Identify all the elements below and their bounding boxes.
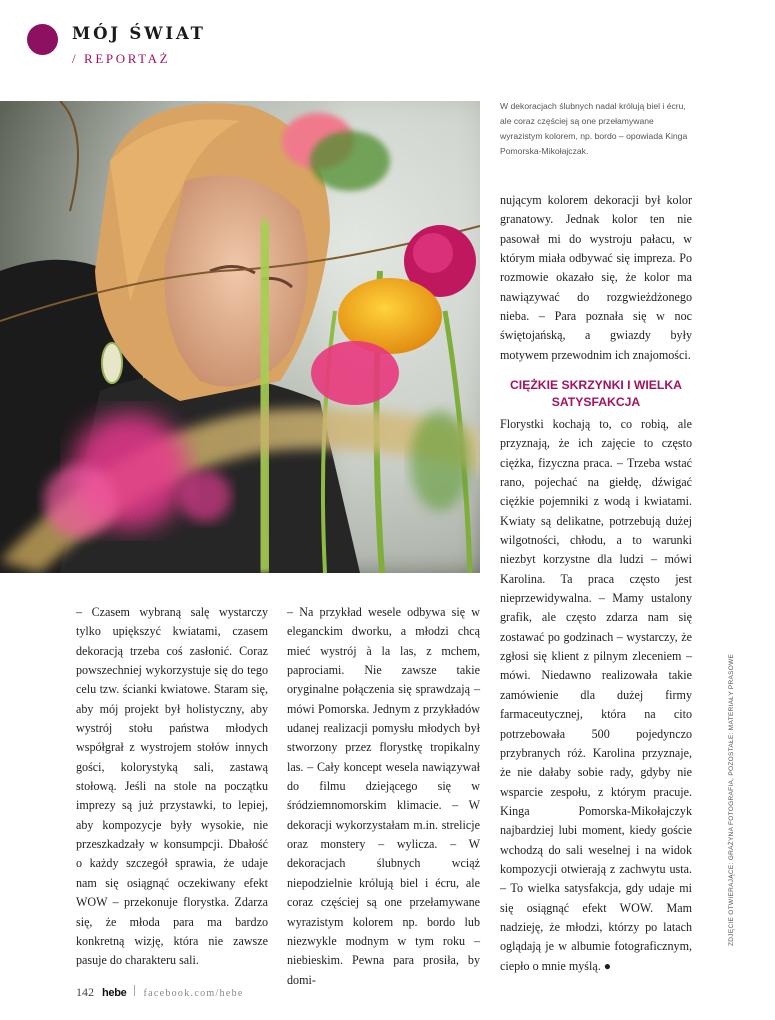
section-marker-dot bbox=[27, 24, 58, 55]
article-column-3-top: nującym kolorem dekoracji był kolor granatowy. Jednak kolor ten nie pasował mi do wystroju pałacu, w którym miała odbywać się impreza. Po rozmowie okazało się, że kolor ma nawiązywać do rozgwieżdżonego nieba. – Para poznała się w noc świętojańską, a gwiazdy były motywem przewodnim ich znajomości. bbox=[500, 193, 692, 362]
page-footer bbox=[76, 985, 244, 1000]
article-column-1: – Czasem wybraną salę wystarczy tylko upiększyć kwiatami, czasem dekoracją trzeba coś zasłonić. Coraz powszechniej wykorzystuje się do tego celu tzw. ścianki kwiatowe. Staram się, aby mój projekt był holistyczny, aby wystrój stołu państwa młodych współgrał z wystrojem stołów innych gości, kolorystyką sali, zastawą stołową. Jeśli na stole na początku imprezy są już przystawki, to lepiej, aby kompozycje były wysokie, nie przeszkadzały w konsumpcji. Dbałość o każdy szczegół sprawia, że udaje nam się osiągnąć oczekiwany efekt WOW – przekonuje florystka. Zdarza się, że młoda para ma bardzo konkretną wizję, która nie zawsze pasuje do charakteru sali. bbox=[76, 605, 268, 968]
footer-url: facebook.com/hebe bbox=[143, 988, 244, 999]
section-subtitle: / REPORTAŻ bbox=[72, 51, 171, 66]
page-number: 142 bbox=[76, 985, 94, 999]
section-heading: CIĘŻKIE SKRZYNKI I WIELKA SATYSFAKCJA bbox=[510, 378, 682, 409]
article-photo bbox=[0, 101, 480, 573]
photo-credit: ZDJĘCIE OTWIERAJĄCE: GRAŻYNA FOTOGRAFIA, POZOSTAŁE: MATERIAŁY PRASOWE bbox=[728, 653, 735, 946]
article-column-3-bottom: Florystki kochają to, co robią, ale przyznają, że ich zajęcie to często ciężka, fizyczna praca. – Trzeba wstać rano, pojechać na giełdę, dźwigać ciężkie pojemniki z wodą i kwiatami. Kwiaty są delikatne, potrzebują dużej wilgotności, chłodu, a to warunki niezbyt korzystne dla ludzi – mówi Karolina. Ta praca często jest nieprzewidywalna. – Mamy ustalony grafik, ale często zdarza nam się zostawać po godzinach – wystarczy, że zgłosi się klient z pilnym zleceniem – mówi. Niedawno realizowała takie zamówienie dla dużej firmy farmaceutycznej, która na cito potrzebowała 500 pojedynczo przybranych róż. Karolina przyznaje, że nie dałaby sobie rady, gdyby nie wsparcie zespołu, z którym pracuje. Kinga Pomorska-Mikołajczyk najbardziej lubi moment, kiedy goście wchodzą do sali weselnej i na widok kompozycji otwierają z zachwytu usta. – To wielka satysfakcja, gdy udaje mi się osiągnąć efekt WOW. Mam nadzieję, że młodzi, którzy po latach oglądają je w albumie fotograficznym, ciepło o mnie myślą. ● bbox=[500, 417, 692, 973]
section-title: MÓJ ŚWIAT bbox=[72, 24, 206, 43]
article-column-2: – Na przykład wesele odbywa się w eleganckim dworku, a młodzi chcą mieć wystrój à la las, z mchem, paprociami. Nie zawsze takie oryginalne połączenia się sprawdzają – mówi Pomorska. Jednym z przykładów udanej realizacji pomysłu młodych był stworzony przez florystkę tropikalny las. – Cały koncept wesela nawiązywał do filmu dziejącego się w śródziemnomorskim klimacie. – W dekoracji wykorzystałam m.in. strelicje oraz monstery – wylicza. – W dekoracjach ślubnych wciąż niepodzielnie królują biel i écru, ale coraz częściej są one przełamywane wyrazistym kolorem np. bordo lub niezwykle modnym w tym roku – niebieskim. Pewna para prosiła, by domi- bbox=[287, 605, 480, 987]
photo-caption: W dekoracjach ślubnych nadal królują biel i écru, ale coraz częściej są one przełamywane wyrazistym kolorem, np. bordo – opowiada Kinga Pomorska-Mikołajczak. bbox=[500, 101, 688, 156]
footer-divider bbox=[134, 985, 135, 996]
brand-logo: hebe bbox=[102, 987, 127, 999]
